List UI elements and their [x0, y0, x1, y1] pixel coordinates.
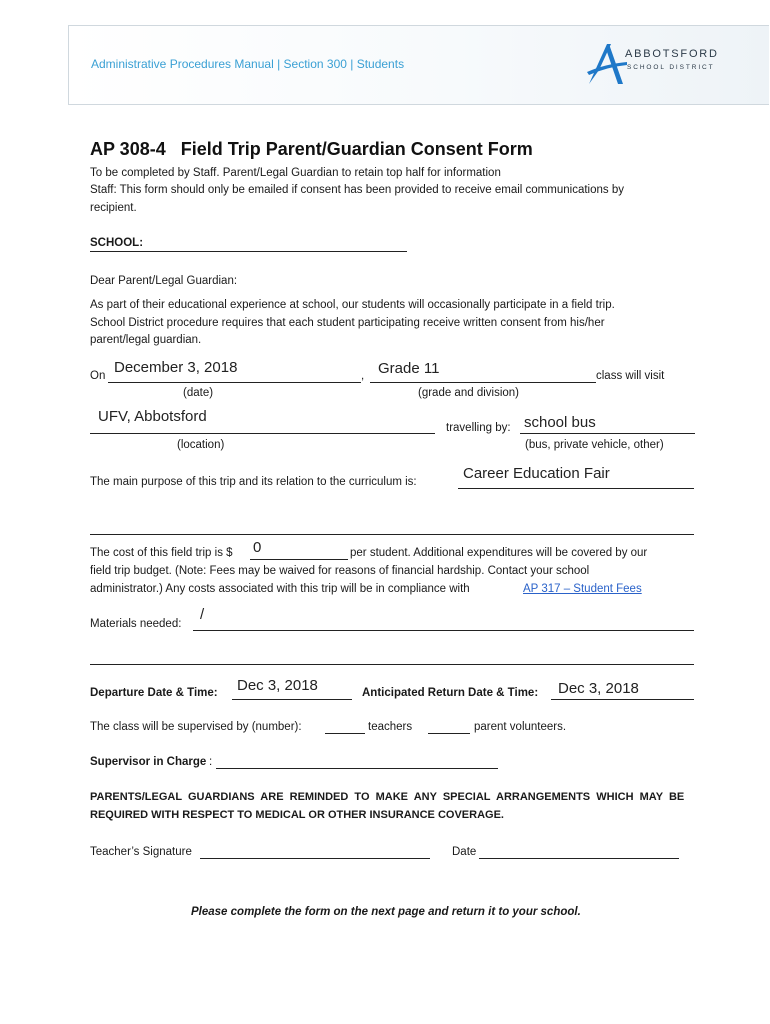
intro-line-2: Staff: This form should only be emailed if consent has been provided to receive email communications by	[90, 184, 624, 196]
warning-line-2: REQUIRED WITH RESPECT TO MEDICAL OR OTHER INSURANCE COVERAGE.	[90, 809, 504, 821]
cost-value: 0	[253, 539, 262, 556]
teachers-count-field[interactable]	[325, 733, 365, 734]
warning-line-1: PARENTS/LEGAL GUARDIANS ARE REMINDED TO MAKE ANY SPECIAL ARRANGEMENTS WHICH MAY BE	[90, 791, 685, 803]
para-line-3: parent/legal guardian.	[90, 334, 202, 346]
location-caption: (location)	[177, 439, 225, 451]
travelling-label: travelling by:	[446, 422, 511, 434]
teachers-text: teachers	[368, 721, 413, 733]
supervisor-colon: :	[209, 756, 213, 768]
return-field[interactable]	[551, 699, 694, 700]
return-value: Dec 3, 2018	[558, 680, 639, 697]
purpose-field-line-2[interactable]	[90, 534, 694, 535]
volunteers-count-field[interactable]	[428, 733, 470, 734]
form-title: AP 308-4 Field Trip Parent/Guardian Consent Form	[90, 139, 533, 159]
materials-field-line-2[interactable]	[90, 664, 694, 665]
date-field[interactable]	[108, 382, 361, 383]
grade-value: Grade 11	[378, 360, 440, 377]
logo-a-icon	[587, 42, 627, 86]
date-value: December 3, 2018	[114, 359, 238, 376]
materials-label: Materials needed:	[90, 618, 182, 630]
school-field[interactable]	[140, 251, 407, 252]
grade-field[interactable]	[370, 382, 596, 383]
departure-value: Dec 3, 2018	[237, 677, 318, 694]
para-line-2: School District procedure requires that each student participating receive written consent from his/her	[90, 317, 605, 329]
footer-note: Please complete the form on the next page and return it to your school.	[191, 906, 581, 918]
purpose-value: Career Education Fair	[463, 465, 610, 482]
departure-label: Departure Date & Time:	[90, 687, 218, 699]
on-label: On	[90, 370, 106, 382]
materials-field[interactable]	[193, 630, 694, 631]
signature-date-label: Date	[452, 846, 477, 858]
school-label: SCHOOL:	[90, 237, 144, 249]
page-header	[68, 25, 769, 105]
cost-line-1-post: per student. Additional expenditures will be covered by our	[350, 547, 648, 559]
signature-field[interactable]	[200, 858, 430, 859]
intro-line-1: To be completed by Staff. Parent/Legal Guardian to retain top half for information	[90, 167, 501, 179]
signature-date-field[interactable]	[479, 858, 679, 859]
cost-field[interactable]	[250, 559, 348, 560]
cost-line-3: administrator.) Any costs associated with this trip will be in compliance with	[90, 583, 470, 595]
student-fees-link[interactable]: AP 317 – Student Fees	[523, 583, 642, 595]
purpose-label: The main purpose of this trip and its relation to the curriculum is:	[90, 476, 417, 488]
vehicle-caption: (bus, private vehicle, other)	[525, 439, 664, 451]
intro-line-3: recipient.	[90, 202, 137, 214]
cost-line-1-pre: The cost of this field trip is $	[90, 547, 233, 559]
departure-field[interactable]	[232, 699, 352, 700]
abbotsford-logo	[587, 42, 727, 86]
salutation: Dear Parent/Legal Guardian:	[90, 275, 238, 287]
purpose-field[interactable]	[458, 488, 694, 489]
return-label: Anticipated Return Date & Time:	[362, 687, 539, 699]
supervisor-field[interactable]	[216, 768, 498, 769]
supervisor-label: Supervisor in Charge	[90, 756, 207, 768]
transport-value: school bus	[524, 414, 596, 431]
para-line-1: As part of their educational experience at school, our students will occasionally participate in a field trip.	[90, 299, 615, 311]
supervision-text: The class will be supervised by (number):	[90, 721, 302, 733]
class-will-visit-text: class will visit	[596, 370, 665, 382]
location-field[interactable]	[90, 433, 435, 434]
logo-subtitle: SCHOOL DISTRICT	[627, 64, 715, 71]
header-text: Administrative Procedures Manual | Section 300 | Students	[91, 57, 405, 71]
location-value: UFV, Abbotsford	[98, 408, 207, 425]
logo-name: ABBOTSFORD	[625, 48, 719, 60]
volunteers-text: parent volunteers.	[474, 721, 567, 733]
cost-line-2: field trip budget. (Note: Fees may be waived for reasons of financial hardship. Contact your school	[90, 565, 590, 577]
transport-field[interactable]	[520, 433, 695, 434]
comma: ,	[361, 370, 365, 382]
materials-value: /	[200, 606, 205, 623]
grade-caption: (grade and division)	[418, 387, 520, 399]
date-caption: (date)	[183, 387, 214, 399]
signature-label: Teacher’s Signature	[90, 846, 192, 858]
